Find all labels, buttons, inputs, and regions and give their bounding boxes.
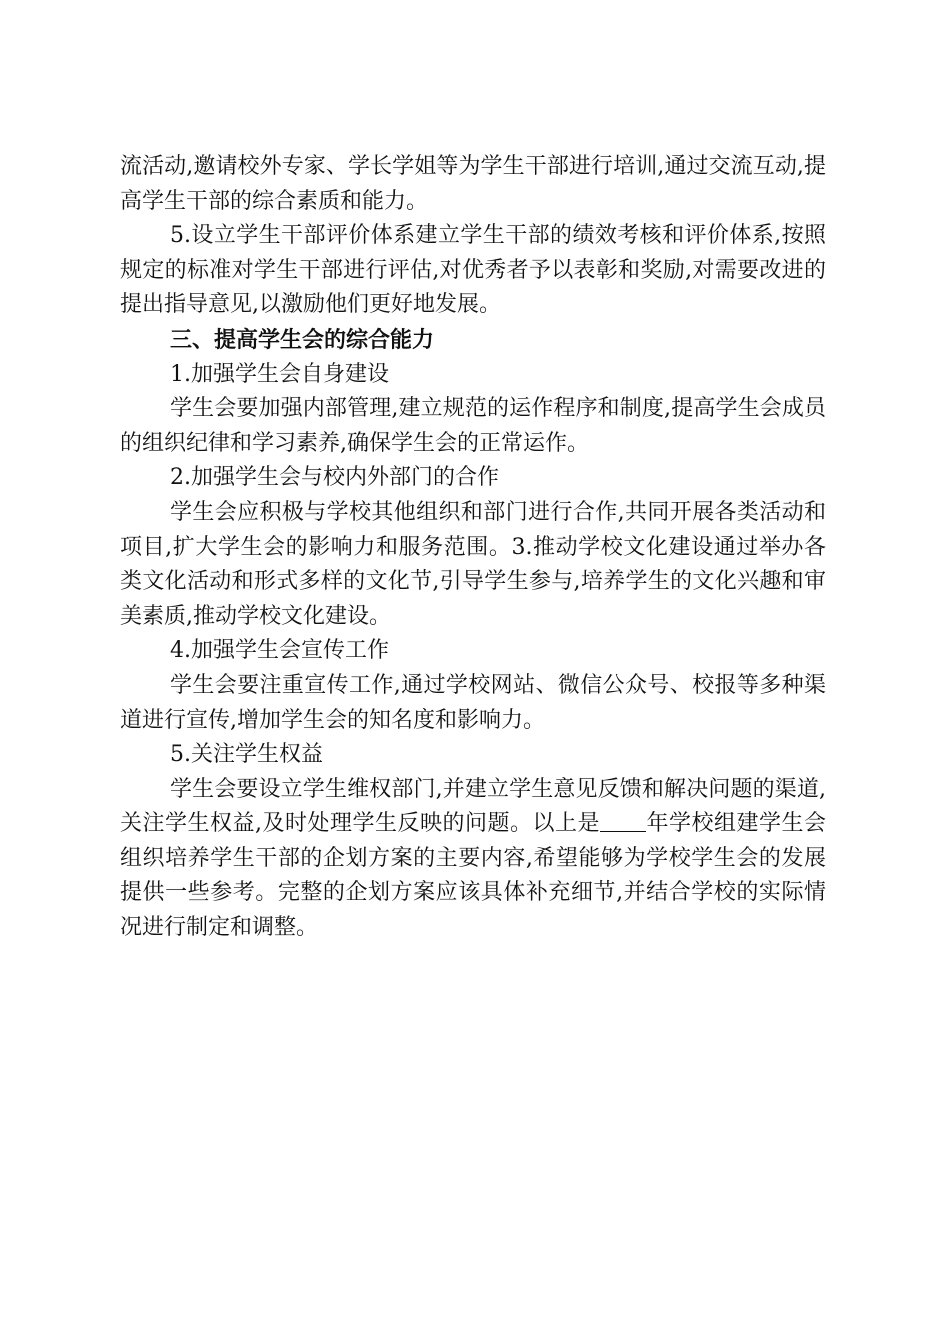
document-page bbox=[120, 150, 826, 946]
paragraph-self-building: 学生会要加强内部管理,建立规范的运作程序和制度,提高学生会成员的组织纪律和学习素养,确保学生会的正常运作。 bbox=[120, 396, 826, 456]
paragraph-evaluation-system: 5.设立学生干部评价体系建立学生干部的绩效考核和评价体系,按照规定的标准对学生干部进行评估,对优秀者予以表彰和奖励,对需要改进的提出指导意见,以激励他们更好地发展。 bbox=[120, 223, 826, 318]
section-heading-3: 三、提高学生会的综合能力 bbox=[170, 326, 435, 353]
year-blank bbox=[600, 809, 646, 832]
paragraph-student-rights-after: 年学校组建学生会组织培养学生干部的企划方案的主要内容,希望能够为学校学生会的发展提供一些参考。完整的企划方案应该具体补充细节,并结合学校的实际情况进行制定和调整。 bbox=[120, 811, 826, 941]
subheading-2: 2.加强学生会与校内外部门的合作 bbox=[170, 465, 499, 491]
paragraph-cooperation: 学生会应积极与学校其他组织和部门进行合作,共同开展各类活动和项目,扩大学生会的影响力和服务范围。3.推动学校文化建设通过举办各类文化活动和形式多样的文化节,引导学生参与,培养学生的文化兴趣和审美素质,推动学校文化建设。 bbox=[120, 499, 826, 629]
paragraph-publicity: 学生会要注重宣传工作,通过学校网站、微信公众号、校报等多种渠道进行宣传,增加学生会的知名度和影响力。 bbox=[120, 672, 826, 733]
subheading-5: 5.关注学生权益 bbox=[170, 742, 323, 768]
paragraph-student-rights-before: 学生会要设立学生维权部门,并建立学生意见反馈和解决问题的渠道,关注学生权益,及时处理学生反映的问题。以上是 bbox=[120, 776, 826, 837]
subheading-4: 4.加强学生会宣传工作 bbox=[170, 638, 389, 664]
subheading-1: 1.加强学生会自身建设 bbox=[170, 361, 389, 387]
paragraph-training-continued: 流活动,邀请校外专家、学长学姐等为学生干部进行培训,通过交流互动,提高学生干部的综合素质和能力。 bbox=[120, 154, 826, 214]
paragraph-student-rights bbox=[120, 773, 826, 946]
